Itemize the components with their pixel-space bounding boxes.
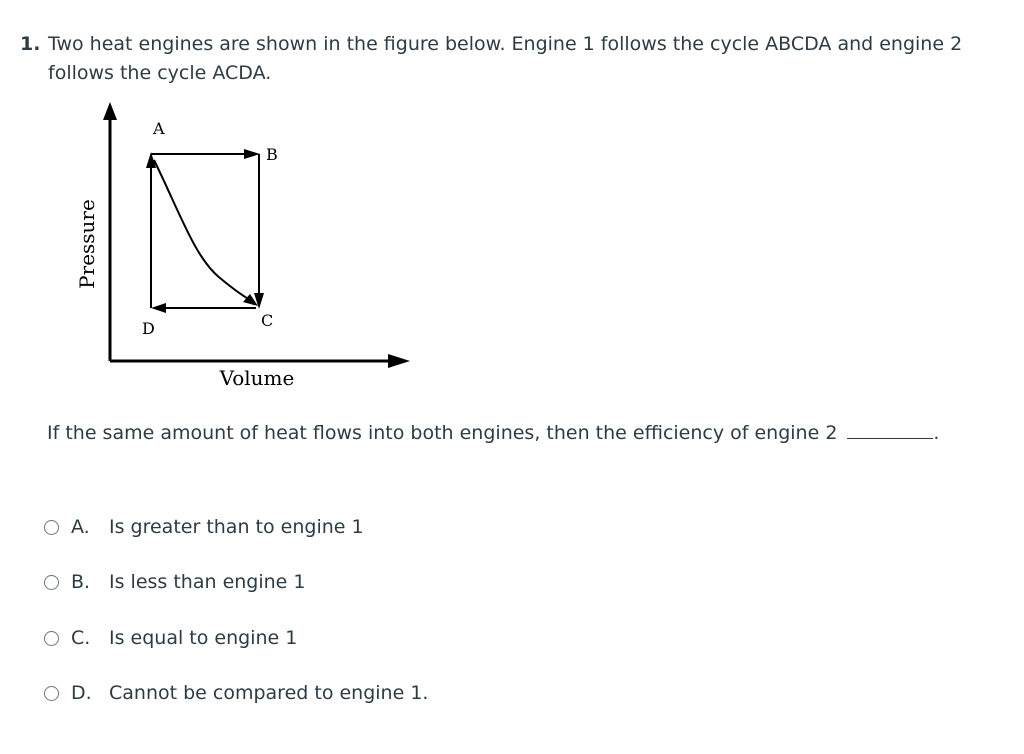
option-c-text: Is equal to engine 1	[109, 627, 298, 649]
curve-a-to-c	[154, 160, 250, 300]
point-label-a: A	[153, 119, 165, 138]
point-label-d: D	[142, 319, 155, 338]
arrowhead-at-b	[244, 149, 260, 159]
option-c-radio[interactable]	[44, 631, 59, 646]
option-b-letter: B.	[71, 571, 91, 593]
prompt-trailing: .	[933, 422, 940, 444]
option-b[interactable]	[44, 567, 306, 597]
x-axis-label: Volume	[219, 366, 295, 390]
y-axis-label: Pressure	[75, 199, 99, 289]
question-text-line-1: Two heat engines are shown in the figure below. Engine 1 follows the cycle ABCDA and engine 2	[48, 33, 963, 55]
option-b-radio[interactable]	[44, 575, 59, 590]
option-a-text: Is greater than to engine 1	[109, 516, 364, 538]
x-axis-arrowhead	[388, 354, 410, 368]
option-c[interactable]	[44, 623, 297, 653]
option-b-text: Is less than engine 1	[109, 571, 306, 593]
point-label-b: B	[266, 145, 278, 164]
option-a-radio[interactable]	[44, 520, 59, 535]
question-block	[20, 30, 980, 88]
pv-diagram-svg	[70, 98, 430, 398]
question-number: 1.	[20, 33, 41, 55]
arrowhead-at-c-vertical	[254, 293, 264, 309]
answer-blank	[847, 418, 933, 439]
option-a[interactable]	[44, 512, 364, 542]
option-d-letter: D.	[71, 682, 92, 704]
option-c-letter: C.	[71, 627, 91, 649]
option-a-letter: A.	[71, 516, 90, 538]
arrowhead-at-d	[151, 303, 166, 313]
prompt-text: If the same amount of heat flows into both engines, then the efficiency of engine 2	[47, 422, 838, 444]
question-text-line-2: follows the cycle ACDA.	[48, 62, 272, 84]
option-d-text: Cannot be compared to engine 1.	[109, 682, 429, 704]
question-prompt	[47, 418, 939, 448]
point-label-c: C	[261, 311, 274, 330]
option-d[interactable]	[44, 678, 428, 708]
pv-diagram	[70, 98, 430, 398]
y-axis-arrowhead	[103, 102, 117, 120]
option-d-radio[interactable]	[44, 686, 59, 701]
